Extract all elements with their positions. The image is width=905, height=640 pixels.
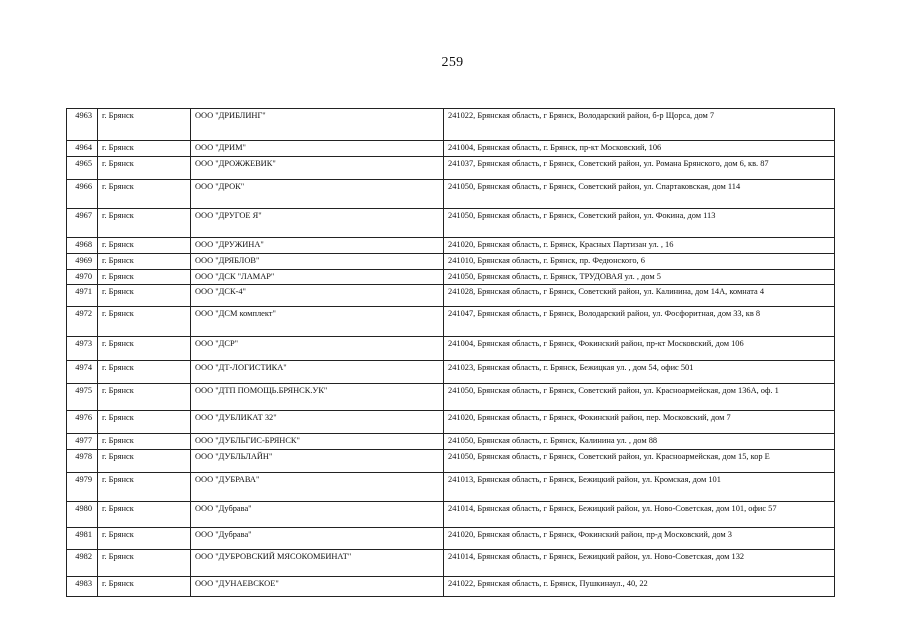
row-number: 4973 (67, 337, 98, 361)
row-address: 241050, Брянская область, г Брянск, Советский район, ул. Спартаковская, дом 114 (444, 180, 835, 209)
table-row (67, 337, 835, 361)
row-address: 241022, Брянская область, г. Брянск, Пушкинаул., 40, 22 (444, 577, 835, 597)
row-number: 4963 (67, 109, 98, 141)
row-address: 241013, Брянская область, г Брянск, Бежицкий район, ул. Кромская, дом 101 (444, 473, 835, 502)
row-city: г. Брянск (98, 157, 191, 180)
row-address: 241050, Брянская область, г Брянск, Советский район, ул. Красноармейская, дом 15, кор Е (444, 450, 835, 473)
row-address: 241020, Брянская область, г Брянск, Фокинский район, пер. Московский, дом 7 (444, 411, 835, 434)
row-address: 241020, Брянская область, г. Брянск, Красных Партизан ул. , 16 (444, 238, 835, 254)
row-address: 241023, Брянская область, г. Брянск, Бежицкая ул. , дом 54, офис 501 (444, 361, 835, 384)
row-organization-name: ООО "ДСМ комплект" (191, 307, 444, 337)
row-number: 4980 (67, 502, 98, 528)
row-number: 4967 (67, 209, 98, 238)
row-organization-name: ООО "ДУБЛЬГИС-БРЯНСК" (191, 434, 444, 450)
row-number: 4983 (67, 577, 98, 597)
row-organization-name: ООО "ДРОЖЖЕВИК" (191, 157, 444, 180)
organizations-table (66, 108, 835, 597)
row-address: 241037, Брянская область, г Брянск, Советский район, ул. Романа Брянского, дом 6, кв. 87 (444, 157, 835, 180)
row-organization-name: ООО "Дубрава" (191, 528, 444, 550)
row-city: г. Брянск (98, 285, 191, 307)
row-organization-name: ООО "ДСК "ЛАМАР" (191, 270, 444, 285)
row-organization-name: ООО "ДРИМ" (191, 141, 444, 157)
row-city: г. Брянск (98, 577, 191, 597)
row-city: г. Брянск (98, 411, 191, 434)
row-organization-name: ООО "ДУБРОВСКИЙ МЯСОКОМБИНАТ" (191, 550, 444, 577)
table-row (67, 180, 835, 209)
row-city: г. Брянск (98, 361, 191, 384)
row-organization-name: ООО "ДУБЛЬЛАЙН" (191, 450, 444, 473)
row-number: 4979 (67, 473, 98, 502)
row-city: г. Брянск (98, 270, 191, 285)
table-row (67, 528, 835, 550)
table-row (67, 141, 835, 157)
row-number: 4977 (67, 434, 98, 450)
row-city: г. Брянск (98, 550, 191, 577)
row-address: 241004, Брянская область, г. Брянск, пр-кт Московский, 106 (444, 141, 835, 157)
row-organization-name: ООО "ДТ-ЛОГИСТИКА" (191, 361, 444, 384)
row-address: 241022, Брянская область, г Брянск, Володарский район, б-р Щорса, дом 7 (444, 109, 835, 141)
row-number: 4969 (67, 254, 98, 270)
table-row (67, 450, 835, 473)
row-organization-name: ООО "ДРИБЛИНГ" (191, 109, 444, 141)
row-number: 4982 (67, 550, 98, 577)
row-city: г. Брянск (98, 434, 191, 450)
row-number: 4964 (67, 141, 98, 157)
table-row (67, 157, 835, 180)
table-row (67, 473, 835, 502)
row-city: г. Брянск (98, 141, 191, 157)
table-row (67, 109, 835, 141)
row-organization-name: ООО "ДУБРАВА" (191, 473, 444, 502)
table-row (67, 285, 835, 307)
row-address: 241004, Брянская область, г Брянск, Фокинский район, пр-кт Московский, дом 106 (444, 337, 835, 361)
row-address: 241050, Брянская область, г Брянск, Советский район, ул. Фокина, дом 113 (444, 209, 835, 238)
row-address: 241028, Брянская область, г Брянск, Советский район, ул. Калинина, дом 14А, комната 4 (444, 285, 835, 307)
table-row (67, 307, 835, 337)
row-city: г. Брянск (98, 180, 191, 209)
row-number: 4975 (67, 384, 98, 411)
row-city: г. Брянск (98, 238, 191, 254)
table-row (67, 502, 835, 528)
row-city: г. Брянск (98, 384, 191, 411)
row-address: 241050, Брянская область, г Брянск, Советский район, ул. Красноармейская, дом 136А, оф. 1 (444, 384, 835, 411)
table-row (67, 209, 835, 238)
row-city: г. Брянск (98, 209, 191, 238)
row-organization-name: ООО "Дубрава" (191, 502, 444, 528)
row-city: г. Брянск (98, 450, 191, 473)
table-row (67, 361, 835, 384)
table-row (67, 238, 835, 254)
row-organization-name: ООО "ДСК-4" (191, 285, 444, 307)
row-organization-name: ООО "ДУНАЕВСКОЕ" (191, 577, 444, 597)
row-city: г. Брянск (98, 307, 191, 337)
row-address: 241010, Брянская область, г. Брянск, пр. Федюнского, 6 (444, 254, 835, 270)
row-number: 4970 (67, 270, 98, 285)
table-row (67, 550, 835, 577)
table-row (67, 411, 835, 434)
row-organization-name: ООО "ДРУГОЕ Я" (191, 209, 444, 238)
row-city: г. Брянск (98, 337, 191, 361)
table-row (67, 384, 835, 411)
row-city: г. Брянск (98, 473, 191, 502)
row-number: 4965 (67, 157, 98, 180)
page-number: 259 (441, 55, 464, 70)
row-city: г. Брянск (98, 528, 191, 550)
row-organization-name: ООО "ДТП ПОМОЩЬ.БРЯНСК.УК" (191, 384, 444, 411)
row-organization-name: ООО "ДУБЛИКАТ 32" (191, 411, 444, 434)
row-address: 241047, Брянская область, г Брянск, Володарский район, ул. Фосфоритная, дом 33, кв 8 (444, 307, 835, 337)
table-row (67, 270, 835, 285)
table-row (67, 434, 835, 450)
row-organization-name: ООО "ДРУЖИНА" (191, 238, 444, 254)
table-row (67, 577, 835, 597)
row-number: 4981 (67, 528, 98, 550)
table-row (67, 254, 835, 270)
row-address: 241014, Брянская область, г Брянск, Бежицкий район, ул. Ново-Советская, дом 132 (444, 550, 835, 577)
row-address: 241050, Брянская область, г. Брянск, ТРУДОВАЯ ул. , дом 5 (444, 270, 835, 285)
row-city: г. Брянск (98, 109, 191, 141)
row-organization-name: ООО "ДРЯБЛОВ" (191, 254, 444, 270)
row-city: г. Брянск (98, 502, 191, 528)
row-number: 4972 (67, 307, 98, 337)
row-organization-name: ООО "ДРОК" (191, 180, 444, 209)
row-number: 4971 (67, 285, 98, 307)
row-number: 4968 (67, 238, 98, 254)
row-address: 241020, Брянская область, г Брянск, Фокинский район, пр-д Московский, дом 3 (444, 528, 835, 550)
organizations-table-body (67, 109, 835, 597)
row-number: 4974 (67, 361, 98, 384)
row-number: 4966 (67, 180, 98, 209)
row-number: 4976 (67, 411, 98, 434)
row-city: г. Брянск (98, 254, 191, 270)
row-address: 241014, Брянская область, г Брянск, Бежицкий район, ул. Ново-Советская, дом 101, офис 57 (444, 502, 835, 528)
row-organization-name: ООО "ДСР" (191, 337, 444, 361)
row-number: 4978 (67, 450, 98, 473)
row-address: 241050, Брянская область, г. Брянск, Калинина ул. , дом 88 (444, 434, 835, 450)
